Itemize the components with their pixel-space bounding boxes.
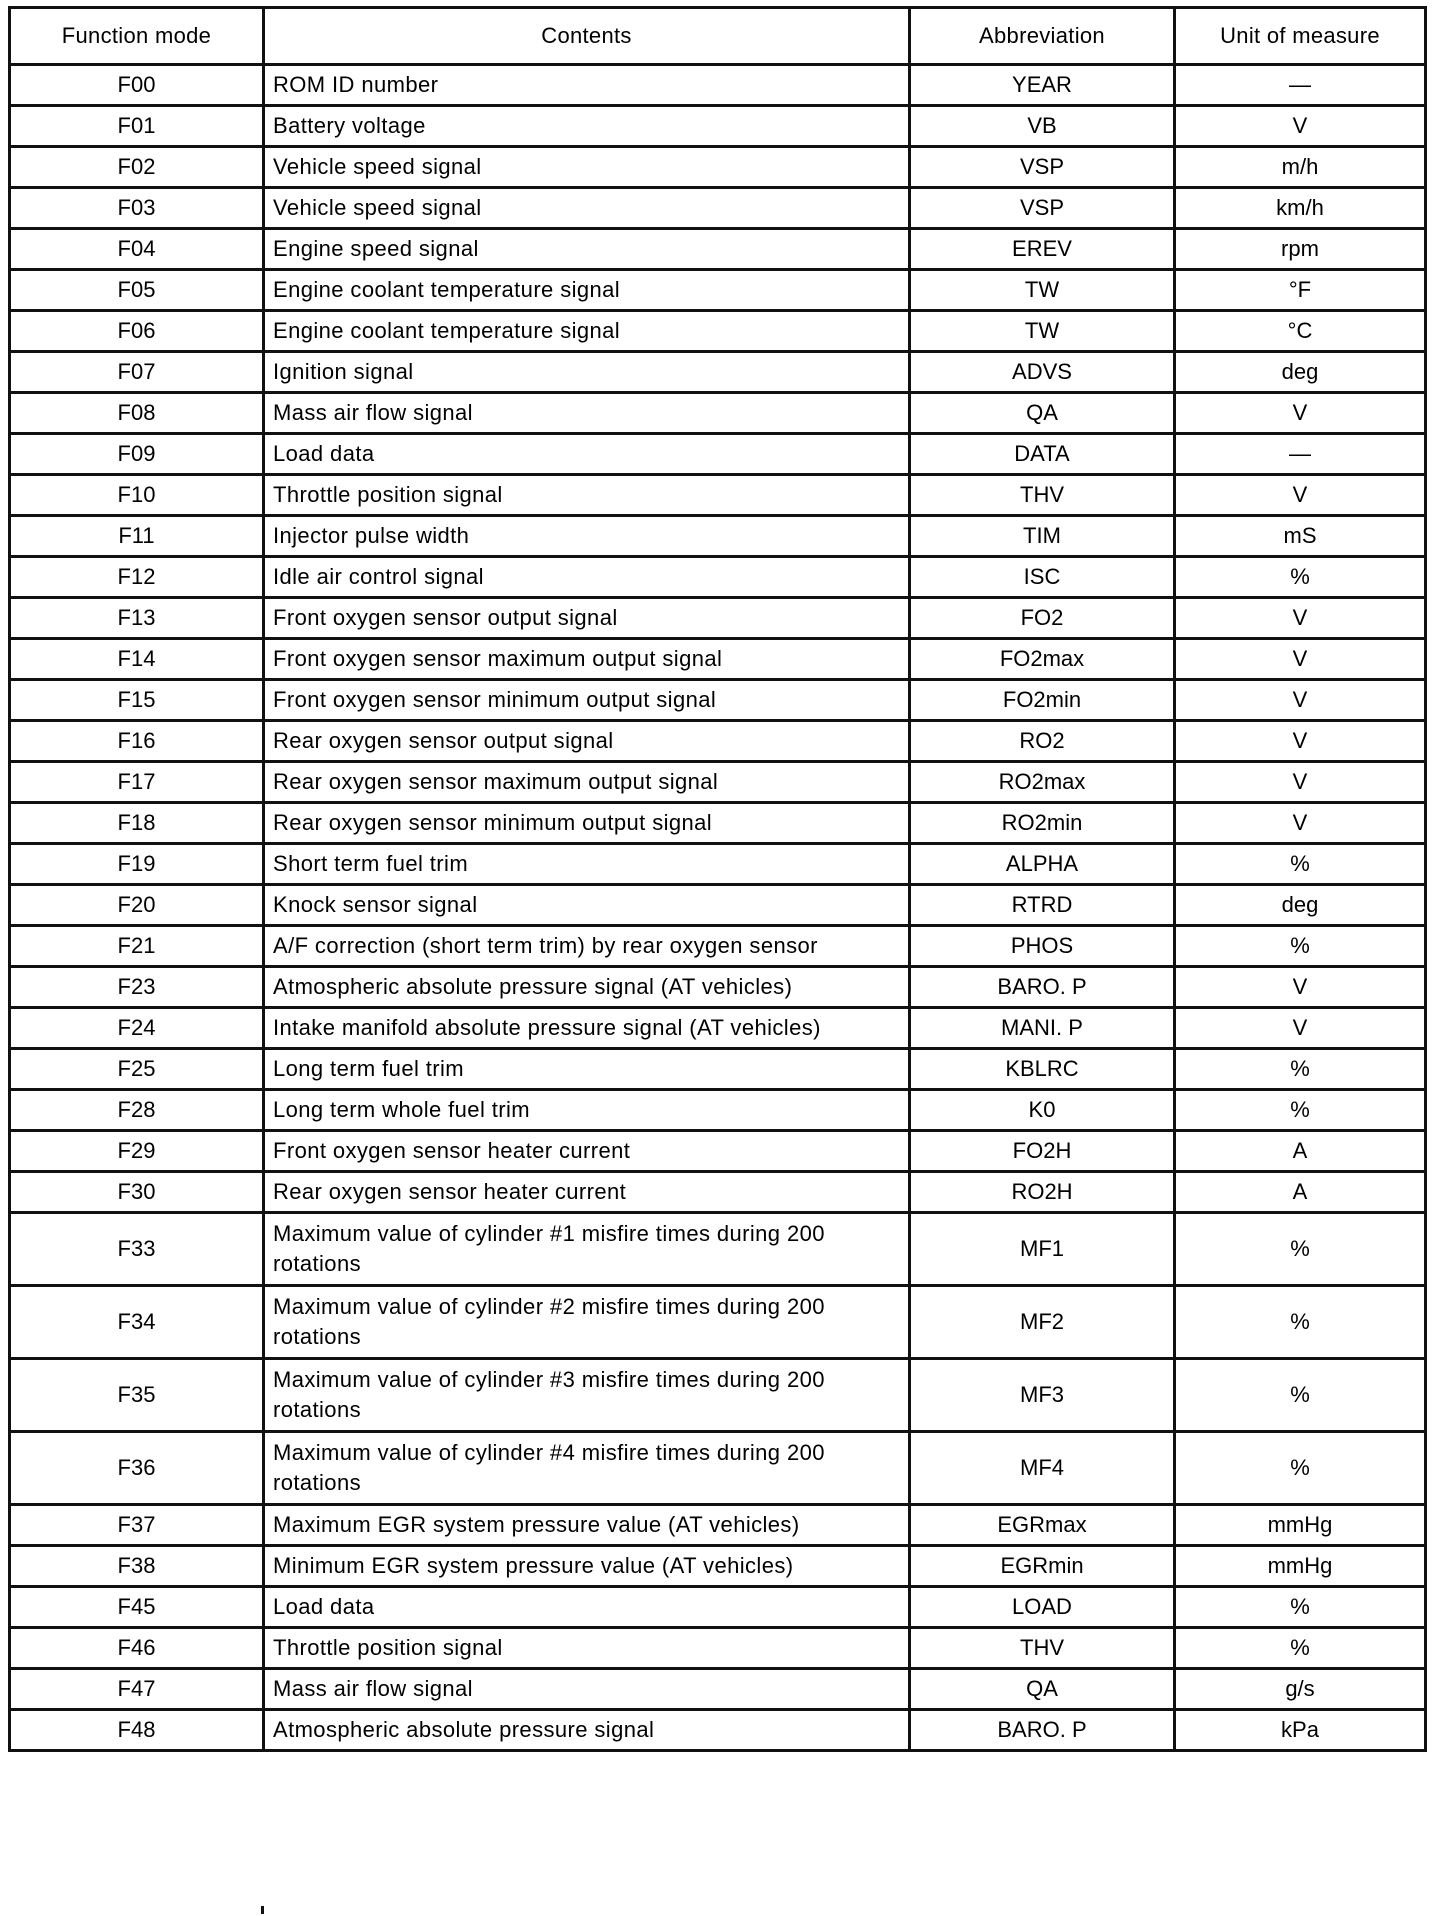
contents-cell: Maximum value of cylinder #4 misfire times during 200 rotations [264, 1432, 910, 1505]
contents-cell: Front oxygen sensor minimum output signal [264, 680, 910, 721]
contents-cell: Engine coolant temperature signal [264, 270, 910, 311]
table-row [10, 680, 1426, 721]
contents-cell: Rear oxygen sensor heater current [264, 1172, 910, 1213]
function-mode-cell: F18 [10, 803, 264, 844]
abbreviation-cell: RO2max [910, 762, 1175, 803]
unit-cell: km/h [1175, 188, 1426, 229]
function-mode-cell: F25 [10, 1049, 264, 1090]
abbreviation-cell: EGRmax [910, 1505, 1175, 1546]
abbreviation-cell: TIM [910, 516, 1175, 557]
function-mode-cell: F13 [10, 598, 264, 639]
table-row [10, 270, 1426, 311]
unit-cell: % [1175, 1286, 1426, 1359]
contents-cell: Mass air flow signal [264, 393, 910, 434]
table-row [10, 434, 1426, 475]
unit-cell: — [1175, 65, 1426, 106]
contents-cell: Load data [264, 1587, 910, 1628]
function-mode-table [8, 6, 1427, 1752]
contents-cell: Maximum EGR system pressure value (AT vehicles) [264, 1505, 910, 1546]
table-row [10, 229, 1426, 270]
contents-cell: A/F correction (short term trim) by rear oxygen sensor [264, 926, 910, 967]
contents-cell: Maximum value of cylinder #3 misfire times during 200 rotations [264, 1359, 910, 1432]
function-mode-cell: F23 [10, 967, 264, 1008]
table-row [10, 1213, 1426, 1286]
abbreviation-cell: FO2 [910, 598, 1175, 639]
function-mode-cell: F17 [10, 762, 264, 803]
unit-cell: V [1175, 721, 1426, 762]
table-row [10, 721, 1426, 762]
function-mode-cell: F20 [10, 885, 264, 926]
contents-cell: Long term fuel trim [264, 1049, 910, 1090]
function-mode-cell: F08 [10, 393, 264, 434]
table-row [10, 598, 1426, 639]
unit-cell: V [1175, 393, 1426, 434]
contents-cell: Idle air control signal [264, 557, 910, 598]
table-row [10, 516, 1426, 557]
table-row [10, 1587, 1426, 1628]
function-mode-cell: F36 [10, 1432, 264, 1505]
contents-cell: Knock sensor signal [264, 885, 910, 926]
contents-cell: Front oxygen sensor output signal [264, 598, 910, 639]
contents-cell: Engine coolant temperature signal [264, 311, 910, 352]
table-row [10, 967, 1426, 1008]
table-row [10, 1131, 1426, 1172]
table-row [10, 762, 1426, 803]
unit-cell: % [1175, 844, 1426, 885]
contents-cell: Throttle position signal [264, 1628, 910, 1669]
abbreviation-cell: PHOS [910, 926, 1175, 967]
unit-cell: mmHg [1175, 1546, 1426, 1587]
abbreviation-cell: RO2H [910, 1172, 1175, 1213]
abbreviation-cell: BARO. P [910, 967, 1175, 1008]
abbreviation-cell: RTRD [910, 885, 1175, 926]
abbreviation-cell: FO2H [910, 1131, 1175, 1172]
unit-cell: — [1175, 434, 1426, 475]
unit-cell: V [1175, 680, 1426, 721]
table-row [10, 65, 1426, 106]
abbreviation-cell: DATA [910, 434, 1175, 475]
function-mode-table-sheet [8, 6, 1424, 1752]
function-mode-cell: F34 [10, 1286, 264, 1359]
contents-cell: Rear oxygen sensor output signal [264, 721, 910, 762]
contents-cell: Throttle position signal [264, 475, 910, 516]
function-mode-cell: F05 [10, 270, 264, 311]
table-row [10, 885, 1426, 926]
contents-cell: Vehicle speed signal [264, 147, 910, 188]
function-mode-cell: F33 [10, 1213, 264, 1286]
function-mode-cell: F16 [10, 721, 264, 762]
header-abbreviation: Abbreviation [910, 8, 1175, 65]
unit-cell: kPa [1175, 1710, 1426, 1751]
abbreviation-cell: VSP [910, 147, 1175, 188]
abbreviation-cell: MF2 [910, 1286, 1175, 1359]
contents-cell: Front oxygen sensor heater current [264, 1131, 910, 1172]
function-mode-cell: F14 [10, 639, 264, 680]
table-row [10, 639, 1426, 680]
contents-cell: Short term fuel trim [264, 844, 910, 885]
contents-cell: Battery voltage [264, 106, 910, 147]
unit-cell: A [1175, 1131, 1426, 1172]
abbreviation-cell: BARO. P [910, 1710, 1175, 1751]
function-mode-cell: F45 [10, 1587, 264, 1628]
table-row [10, 1359, 1426, 1432]
contents-cell: Atmospheric absolute pressure signal [264, 1710, 910, 1751]
function-mode-cell: F03 [10, 188, 264, 229]
unit-cell: % [1175, 1213, 1426, 1286]
abbreviation-cell: VB [910, 106, 1175, 147]
function-mode-cell: F12 [10, 557, 264, 598]
table-row [10, 1090, 1426, 1131]
unit-cell: V [1175, 762, 1426, 803]
table-row [10, 803, 1426, 844]
unit-cell: m/h [1175, 147, 1426, 188]
contents-cell: Long term whole fuel trim [264, 1090, 910, 1131]
header-unit-of-measure: Unit of measure [1175, 8, 1426, 65]
abbreviation-cell: MF1 [910, 1213, 1175, 1286]
contents-cell: Intake manifold absolute pressure signal (AT vehicles) [264, 1008, 910, 1049]
unit-cell: % [1175, 1628, 1426, 1669]
function-mode-cell: F37 [10, 1505, 264, 1546]
table-body [10, 65, 1426, 1751]
table-row [10, 1628, 1426, 1669]
unit-cell: V [1175, 598, 1426, 639]
unit-cell: V [1175, 1008, 1426, 1049]
unit-cell: V [1175, 803, 1426, 844]
abbreviation-cell: RO2 [910, 721, 1175, 762]
table-row [10, 475, 1426, 516]
table-row [10, 844, 1426, 885]
function-mode-cell: F09 [10, 434, 264, 475]
unit-cell: V [1175, 639, 1426, 680]
contents-cell: Rear oxygen sensor maximum output signal [264, 762, 910, 803]
contents-cell: Mass air flow signal [264, 1669, 910, 1710]
unit-cell: °C [1175, 311, 1426, 352]
abbreviation-cell: RO2min [910, 803, 1175, 844]
table-row [10, 106, 1426, 147]
abbreviation-cell: THV [910, 475, 1175, 516]
table-row [10, 1669, 1426, 1710]
abbreviation-cell: QA [910, 1669, 1175, 1710]
function-mode-cell: F38 [10, 1546, 264, 1587]
unit-cell: mmHg [1175, 1505, 1426, 1546]
abbreviation-cell: VSP [910, 188, 1175, 229]
contents-cell: Ignition signal [264, 352, 910, 393]
contents-cell: Front oxygen sensor maximum output signal [264, 639, 910, 680]
table-row [10, 926, 1426, 967]
table-row [10, 352, 1426, 393]
unit-cell: % [1175, 557, 1426, 598]
abbreviation-cell: KBLRC [910, 1049, 1175, 1090]
abbreviation-cell: THV [910, 1628, 1175, 1669]
function-mode-cell: F35 [10, 1359, 264, 1432]
table-row [10, 393, 1426, 434]
table-row [10, 1286, 1426, 1359]
table-row [10, 1008, 1426, 1049]
unit-cell: rpm [1175, 229, 1426, 270]
abbreviation-cell: LOAD [910, 1587, 1175, 1628]
unit-cell: % [1175, 1432, 1426, 1505]
contents-cell: Rear oxygen sensor minimum output signal [264, 803, 910, 844]
abbreviation-cell: TW [910, 270, 1175, 311]
table-row [10, 147, 1426, 188]
function-mode-cell: F46 [10, 1628, 264, 1669]
unit-cell: deg [1175, 352, 1426, 393]
contents-cell: Vehicle speed signal [264, 188, 910, 229]
abbreviation-cell: MF4 [910, 1432, 1175, 1505]
abbreviation-cell: ADVS [910, 352, 1175, 393]
function-mode-cell: F30 [10, 1172, 264, 1213]
abbreviation-cell: TW [910, 311, 1175, 352]
function-mode-cell: F29 [10, 1131, 264, 1172]
function-mode-cell: F02 [10, 147, 264, 188]
table-row [10, 1546, 1426, 1587]
function-mode-cell: F28 [10, 1090, 264, 1131]
unit-cell: °F [1175, 270, 1426, 311]
function-mode-cell: F15 [10, 680, 264, 721]
function-mode-cell: F48 [10, 1710, 264, 1751]
table-row [10, 557, 1426, 598]
function-mode-cell: F21 [10, 926, 264, 967]
abbreviation-cell: YEAR [910, 65, 1175, 106]
contents-cell: Maximum value of cylinder #2 misfire times during 200 rotations [264, 1286, 910, 1359]
table-row [10, 1505, 1426, 1546]
function-mode-cell: F00 [10, 65, 264, 106]
unit-cell: mS [1175, 516, 1426, 557]
function-mode-cell: F19 [10, 844, 264, 885]
function-mode-cell: F01 [10, 106, 264, 147]
contents-cell: ROM ID number [264, 65, 910, 106]
abbreviation-cell: QA [910, 393, 1175, 434]
function-mode-cell: F47 [10, 1669, 264, 1710]
unit-cell: g/s [1175, 1669, 1426, 1710]
unit-cell: V [1175, 967, 1426, 1008]
function-mode-cell: F10 [10, 475, 264, 516]
table-row [10, 188, 1426, 229]
abbreviation-cell: K0 [910, 1090, 1175, 1131]
unit-cell: V [1175, 475, 1426, 516]
unit-cell: % [1175, 1587, 1426, 1628]
abbreviation-cell: FO2min [910, 680, 1175, 721]
abbreviation-cell: EREV [910, 229, 1175, 270]
header-function-mode: Function mode [10, 8, 264, 65]
unit-cell: V [1175, 106, 1426, 147]
table-row [10, 311, 1426, 352]
abbreviation-cell: MF3 [910, 1359, 1175, 1432]
contents-cell: Load data [264, 434, 910, 475]
unit-cell: % [1175, 1090, 1426, 1131]
function-mode-cell: F07 [10, 352, 264, 393]
contents-cell: Minimum EGR system pressure value (AT vehicles) [264, 1546, 910, 1587]
unit-cell: % [1175, 1359, 1426, 1432]
stray-tick-mark [261, 1906, 264, 1914]
abbreviation-cell: EGRmin [910, 1546, 1175, 1587]
abbreviation-cell: ALPHA [910, 844, 1175, 885]
unit-cell: % [1175, 926, 1426, 967]
unit-cell: A [1175, 1172, 1426, 1213]
contents-cell: Maximum value of cylinder #1 misfire times during 200 rotations [264, 1213, 910, 1286]
function-mode-cell: F11 [10, 516, 264, 557]
header-contents: Contents [264, 8, 910, 65]
contents-cell: Engine speed signal [264, 229, 910, 270]
function-mode-cell: F06 [10, 311, 264, 352]
unit-cell: % [1175, 1049, 1426, 1090]
table-row [10, 1172, 1426, 1213]
abbreviation-cell: ISC [910, 557, 1175, 598]
function-mode-cell: F04 [10, 229, 264, 270]
table-header-row [10, 8, 1426, 65]
unit-cell: deg [1175, 885, 1426, 926]
table-row [10, 1432, 1426, 1505]
abbreviation-cell: MANI. P [910, 1008, 1175, 1049]
abbreviation-cell: FO2max [910, 639, 1175, 680]
contents-cell: Injector pulse width [264, 516, 910, 557]
contents-cell: Atmospheric absolute pressure signal (AT vehicles) [264, 967, 910, 1008]
table-row [10, 1710, 1426, 1751]
table-row [10, 1049, 1426, 1090]
function-mode-cell: F24 [10, 1008, 264, 1049]
